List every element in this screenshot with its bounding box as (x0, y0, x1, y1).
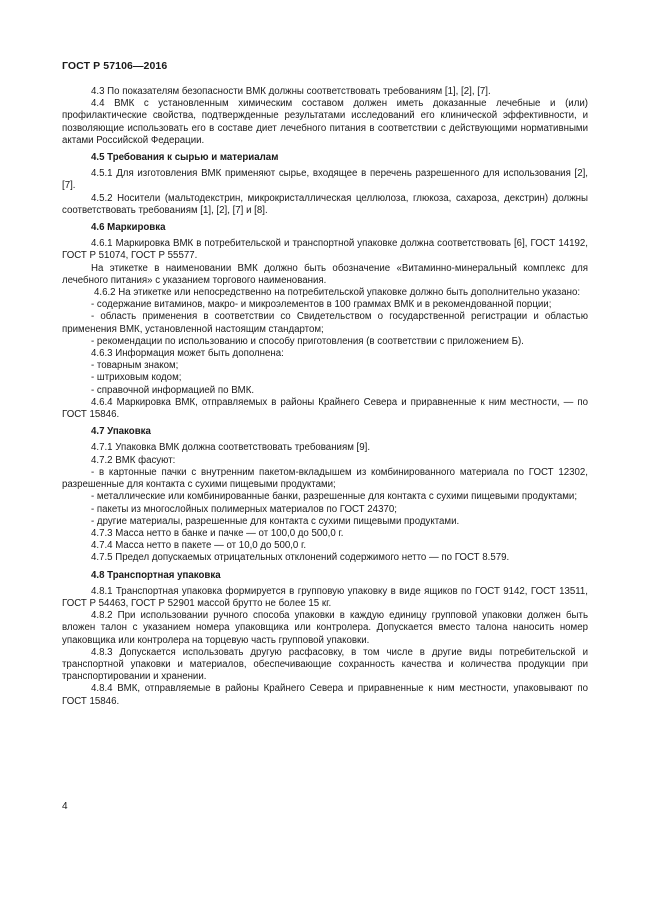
section-heading-4-8: 4.8 Транспортная упаковка (91, 569, 221, 581)
paragraph-4-6-4: 4.6.4 Маркировка ВМК, отправляемых в районы Крайнего Севера и приравненные к ним местности, — по ГОСТ 15846. (62, 396, 588, 421)
paragraph-4-7-5: 4.7.5 Предел допускаемых отрицательных отклонений содержимого нетто — по ГОСТ 8.579. (91, 552, 510, 564)
paragraph-4-7-4: 4.7.4 Масса нетто в пакете — от 10,0 до 500,0 г. (91, 540, 307, 552)
document-body (62, 86, 588, 708)
paragraph-4-6-3: 4.6.3 Информация может быть дополнена: (91, 348, 284, 360)
list-item: - в картонные пачки с внутренним пакетом-вкладышем из комбинированного материала по ГОСТ 12302, разрешенные для контакта с сухими пищевыми продуктами; (62, 466, 588, 491)
paragraph-4-8-1: 4.8.1 Транспортная упаковка формируется в групповую упаковку в виде ящиков по ГОСТ 9142, ГОСТ 13511, ГОСТ Р 54463, ГОСТ Р 52901 массой брутто не более 15 кг. (62, 585, 588, 609)
section-heading-4-5: 4.5 Требования к сырью и материалам (91, 152, 279, 164)
paragraph-4-5-1: 4.5.1 Для изготовления ВМК применяют сырье, входящее в перечень разрешенного для использования [2], [7]. (62, 168, 588, 192)
list-item: - другие материалы, разрешенные для контакта с сухими пищевыми продуктами. (91, 515, 460, 527)
paragraph-4-8-2: 4.8.2 При использовании ручного способа упаковки в каждую единицу групповой упаковки должен быть вложен талон с указанием номера упаковщика или контролера. Допускается вместо талона наносить номер упаковщика или контролера на торцевую часть групповой упаковки. (62, 610, 588, 646)
paragraph-4-6-1: 4.6.1 Маркировка ВМК в потребительской и транспортной упаковке должна соответствовать [6], ГОСТ 14192, ГОСТ Р 51074, ГОСТ Р 55577. (62, 238, 588, 262)
list-item: - штриховым кодом; (91, 372, 182, 384)
page-number: 4 (62, 801, 68, 812)
paragraph-4-8-4: 4.8.4 ВМК, отправляемые в районы Крайнего Севера и приравненные к ним местности, упаковывают по ГОСТ 15846. (62, 683, 588, 707)
list-item: - товарным знаком; (91, 360, 179, 372)
paragraph-label-designation: На этикетке в наименовании ВМК должно быть обозначение «Витаминно-минеральный комплекс для лечебного питания» с указанием торгового наименования. (62, 262, 588, 286)
list-item: - справочной информацией по ВМК. (91, 384, 255, 396)
paragraph-4-8-3: 4.8.3 Допускается использовать другую расфасовку, в том числе в другие виды потребительской и транспортной упаковки и материалов, обеспечивающие сохранность качества и количества продукции при транспортировании и хранении. (62, 646, 588, 683)
paragraph-4-5-2: 4.5.2 Носители (мальтодекстрин, микрокристаллическая целлюлоза, глюкоза, сахароза, декстрин) должны соответствовать требованиям [1], [2], [7] и [8]. (62, 192, 588, 216)
list-item: - металлические или комбинированные банки, разрешенные для контакта с сухими пищевыми продуктами; (91, 491, 578, 503)
paragraph-4-7-1: 4.7.1 Упаковка ВМК должна соответствовать требованиям [9]. (91, 442, 371, 454)
paragraph-4-6-2: 4.6.2 На этикетке или непосредственно на потребительской упаковке должно быть дополнительно указано: (94, 287, 581, 299)
list-item: - область применения в соответствии со Свидетельством о государственной регистрации и областью применения ВМК, установленной настоящим стандартом; (62, 311, 588, 335)
section-heading-4-6: 4.6 Маркировка (91, 222, 166, 234)
document-header: ГОСТ Р 57106—2016 (62, 60, 168, 72)
paragraph-4-7-2: 4.7.2 ВМК фасуют: (91, 454, 176, 466)
list-item: - пакеты из многослойных полимерных материалов по ГОСТ 24370; (91, 503, 397, 515)
paragraph-4-4: 4.4 ВМК с установленным химическим составом должен иметь доказанные лечебные и (или) профилактические свойства, подтвержденные результатами исследований его клинической эффективности, и позволяющие использовать его в составе диет лечебного питания в соответствии с действующими нормативными актами Российской Федерации. (62, 98, 588, 146)
section-heading-4-7: 4.7 Упаковка (91, 426, 151, 438)
paragraph-4-7-3: 4.7.3 Масса нетто в банке и пачке — от 100,0 до 500,0 г. (91, 527, 344, 539)
paragraph-4-3: 4.3 По показателям безопасности ВМК должны соответствовать требованиям [1], [2], [7]. (91, 86, 491, 97)
list-item: - рекомендации по использованию и способу приготовления (в соответствии с приложением Б). (91, 335, 524, 347)
list-item: - содержание витаминов, макро- и микроэлементов в 100 граммах ВМК и в рекомендованной порции; (91, 299, 552, 311)
